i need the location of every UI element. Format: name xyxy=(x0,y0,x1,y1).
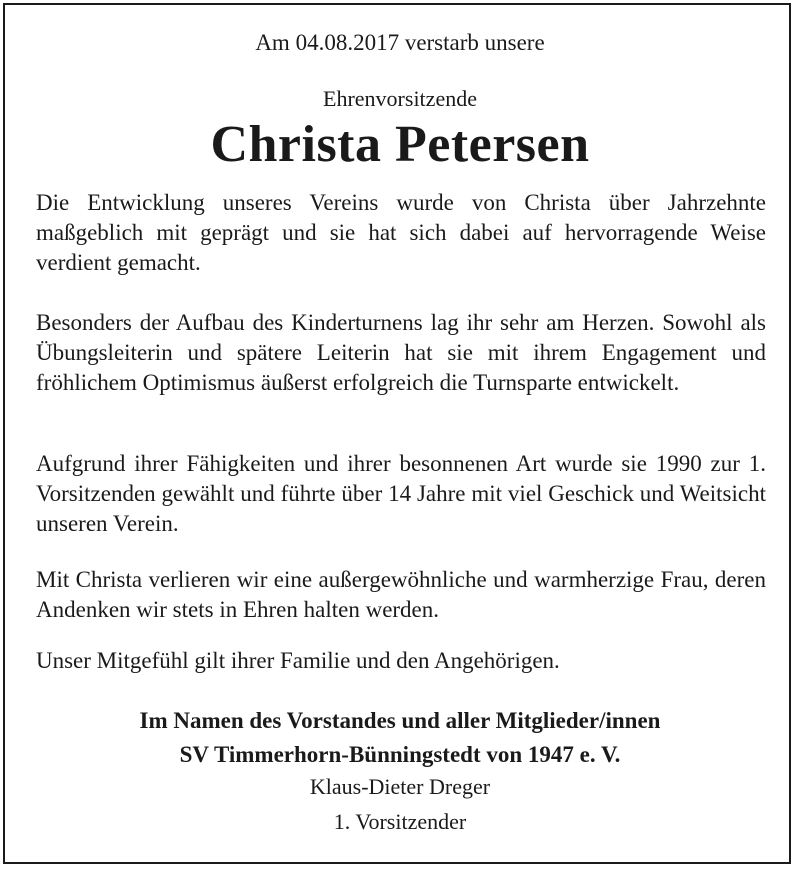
paragraph-condolences: Unser Mitgefühl gilt ihrer Familie und den Angehörigen. xyxy=(36,648,560,673)
paragraph-childrens-gymnastics: Besonders der Aufbau des Kinderturnens lag ihr sehr am Herzen. Sowohl als Übungsleiterin und spätere Leiterin hat sie mit ihrem Engagement und fröhlichem Optimismus äußerst erfolgreich die Turnsparte entwickelt. xyxy=(36,310,766,395)
signature-on-behalf: Im Namen des Vorstandes und aller Mitglieder/innen xyxy=(139,708,661,733)
signature-signer: Klaus-Dieter Dreger xyxy=(309,774,491,799)
deceased-name: Christa Petersen xyxy=(210,116,590,173)
signature-role: 1. Vorsitzender xyxy=(333,809,467,834)
signature-club-name: SV Timmerhorn-Bünningstedt von 1947 e. V. xyxy=(179,742,621,767)
paragraph-chairmanship: Aufgrund ihrer Fähigkeiten und ihrer besonnenen Art wurde sie 1990 zur 1. Vorsitzenden gewählt und führte über 14 Jahre mit viel Geschick und Weitsicht unseren Verein. xyxy=(36,451,766,536)
intro-line: Am 04.08.2017 verstarb unsere xyxy=(255,30,545,55)
paragraph-remembrance: Mit Christa verlieren wir eine außergewöhnliche und warmherzige Frau, deren Andenken wir stets in Ehren halten werden. xyxy=(36,567,766,622)
paragraph-development: Die Entwicklung unseres Vereins wurde von Christa über Jahrzehnte maßgeblich mit geprägt und sie hat sich dabei auf hervorragende Weise verdient gemacht. xyxy=(36,190,766,275)
honorary-title: Ehrenvorsitzende xyxy=(323,86,477,111)
